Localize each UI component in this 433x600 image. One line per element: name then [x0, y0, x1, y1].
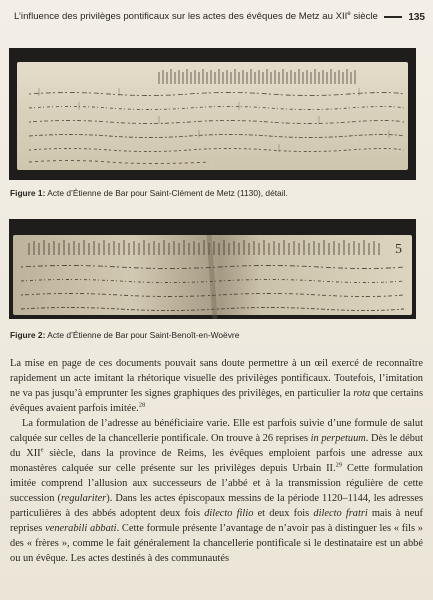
paragraph-2: La formulation de l’adresse au bénéficiaire varie. Elle est parfois suivie d’une formule de salut calquée sur celles de la chancellerie pontificale. On trouve à 26 reprises in perpetuum. Dès le début du XIIe siècle, dans la province de Reims, les évêques emploient parfois une adresse aux monastères calquée sur celle présente sur les privilèges depuis Urbain II.$^{29}$ Cette formulation imitée comprend l’allusion aux successeurs de l’abbé et à la transmission régulière de cette succession (regulariter). Dans les actes épiscopaux messins de la période 1120–1144, les adresses particulières à des abbés adoptent deux fois dilecto filio et deux fois dilecto fratri mais à neuf reprises venerabili abbati. Cette formule présente l’avantage de n’avoir pas à distinguer les « fils » des « frères », comme le fait généralement la chancellerie pontificale si le destinataire est un abbé ou un évêque. Les actes destinés à des communautés — [10, 418, 424, 564]
page-number: 135 — [408, 11, 425, 23]
figure-1-caption: Figure 1: Acte d’Étienne de Bar pour Saint-Clément de Metz (1130), détail. — [10, 188, 288, 198]
figure-2-script — [9, 219, 416, 319]
figure-2-caption: Figure 2: Acte d’Étienne de Bar pour Saint-Benoît-en-Woëvre — [10, 330, 240, 340]
footnote-ref-28: 28 — [138, 401, 146, 409]
running-header — [14, 8, 425, 26]
paragraph-1: La mise en page de ces documents pouvait sans doute permettre à un œil exercé de reconnaître rapidement un acte imitant la rhétorique visuelle des privilèges pontificaux. Toutefois, l’imitation ne va pas jusqu’à emprunter les signes graphiques des privilèges, en particulier la rota que certains évêques avaient parfois imitée.$^{28}$ — [10, 358, 423, 414]
body-text — [10, 356, 423, 566]
footnote-ref-29: 29 — [335, 461, 343, 469]
figure-2-folio-mark: 5 — [395, 242, 402, 257]
figure-1-photo — [9, 48, 416, 180]
header-rule — [384, 16, 402, 18]
figure-2-photo — [9, 219, 416, 319]
running-title: L’influence des privilèges pontificaux sur les actes des évêques de Metz au XIIe siècle — [14, 11, 378, 23]
figure-1-script — [9, 48, 416, 180]
